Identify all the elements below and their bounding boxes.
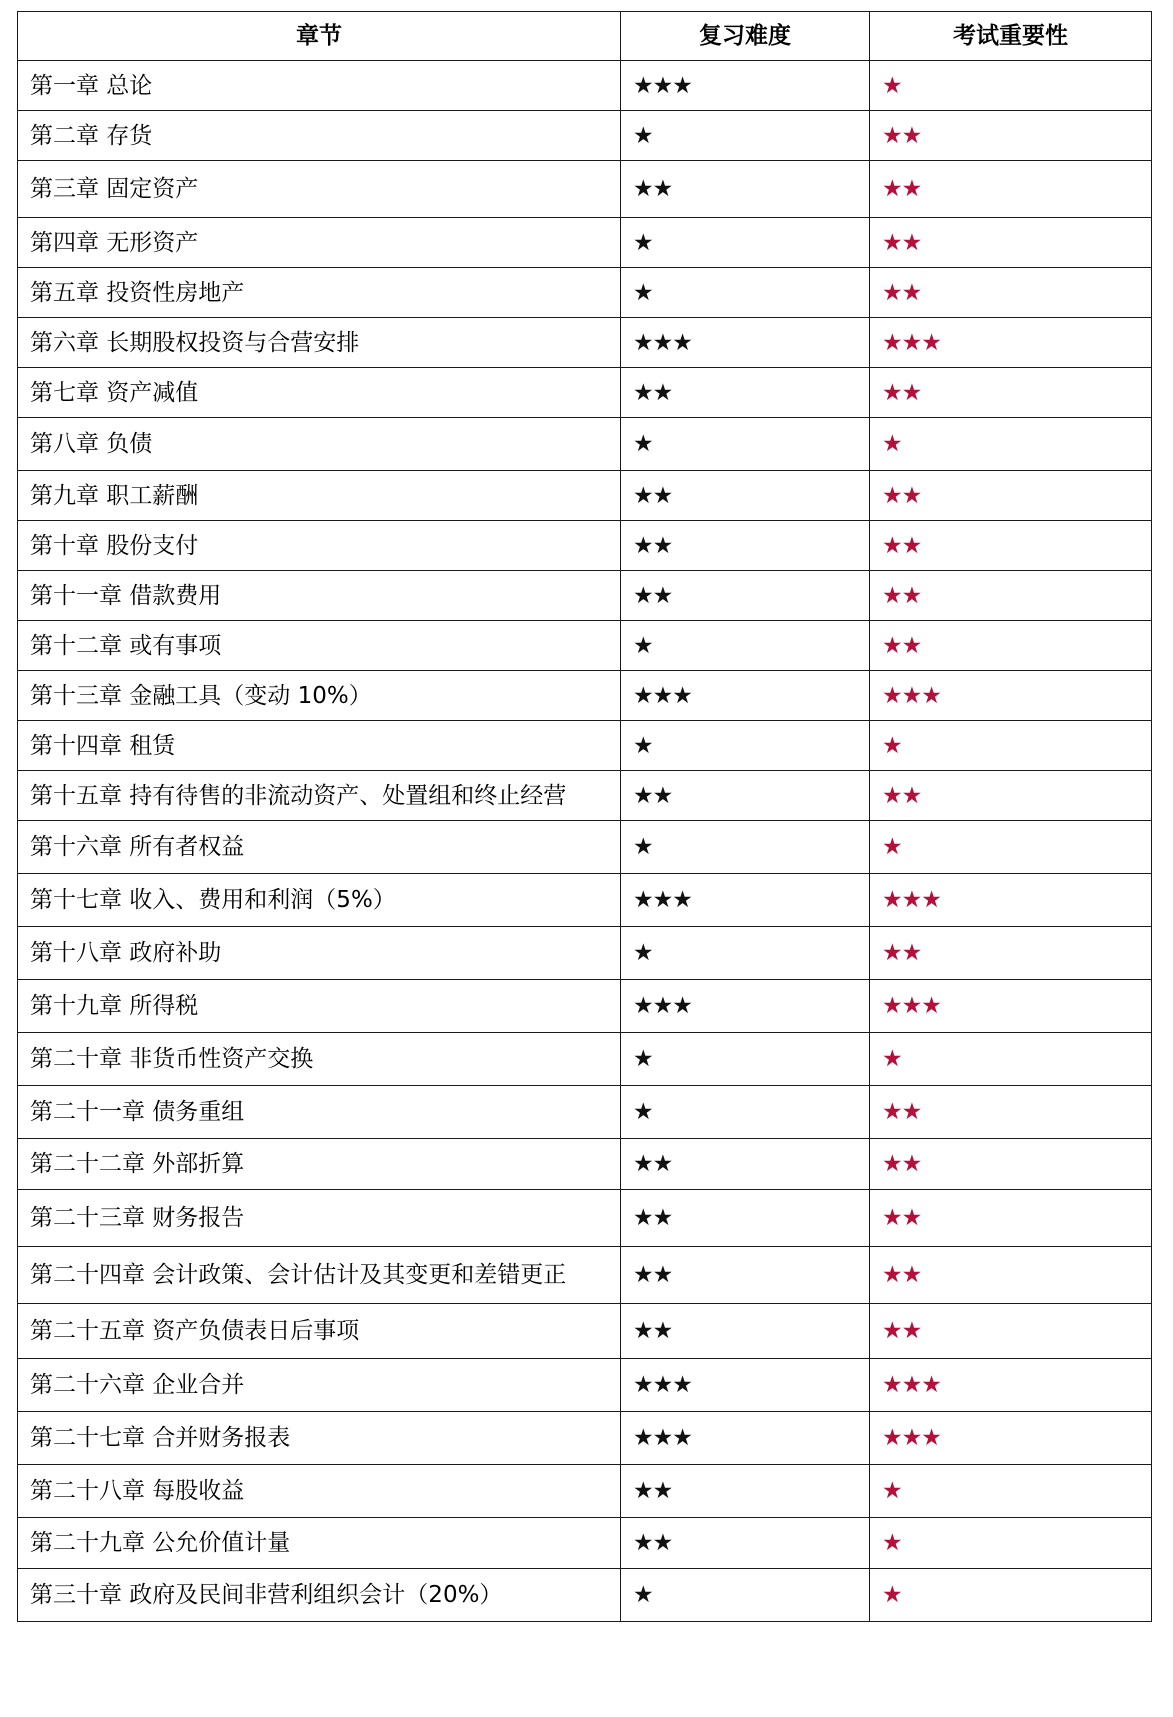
chapter-cell: 第二十三章 财务报告 — [18, 1190, 621, 1247]
importance-stars: ★★★ — [870, 671, 1152, 721]
importance-stars: ★★ — [870, 471, 1152, 521]
importance-stars: ★★ — [870, 1190, 1152, 1247]
importance-stars: ★★★ — [870, 874, 1152, 927]
table-row — [18, 1190, 1152, 1247]
importance-stars: ★★★ — [870, 1359, 1152, 1412]
importance-stars: ★★★ — [870, 318, 1152, 368]
table-row — [18, 471, 1152, 521]
table-body — [18, 61, 1152, 1622]
table-row — [18, 161, 1152, 218]
importance-stars: ★ — [870, 1569, 1152, 1622]
chapter-cell: 第五章 投资性房地产 — [18, 268, 621, 318]
table-row — [18, 1247, 1152, 1304]
chapter-cell: 第三章 固定资产 — [18, 161, 621, 218]
chapter-cell: 第八章 负债 — [18, 418, 621, 471]
table-row — [18, 771, 1152, 821]
table-row — [18, 368, 1152, 418]
table-row — [18, 927, 1152, 980]
header-difficulty: 复习难度 — [621, 12, 870, 61]
importance-stars: ★ — [870, 721, 1152, 771]
chapter-cell: 第十一章 借款费用 — [18, 571, 621, 621]
importance-stars: ★★★ — [870, 980, 1152, 1033]
table-row — [18, 1086, 1152, 1139]
difficulty-stars: ★★ — [621, 368, 870, 418]
chapter-cell: 第一章 总论 — [18, 61, 621, 111]
chapter-cell: 第四章 无形资产 — [18, 218, 621, 268]
difficulty-stars: ★★★ — [621, 318, 870, 368]
table-row — [18, 318, 1152, 368]
chapter-cell: 第七章 资产减值 — [18, 368, 621, 418]
difficulty-stars: ★★ — [621, 1247, 870, 1304]
importance-stars: ★★ — [870, 571, 1152, 621]
importance-stars: ★ — [870, 1465, 1152, 1518]
importance-stars: ★★ — [870, 161, 1152, 218]
table-row — [18, 111, 1152, 161]
importance-stars: ★★ — [870, 771, 1152, 821]
chapter-cell: 第二十章 非货币性资产交换 — [18, 1033, 621, 1086]
chapter-cell: 第二十一章 债务重组 — [18, 1086, 621, 1139]
difficulty-stars: ★ — [621, 1569, 870, 1622]
chapter-cell: 第十二章 或有事项 — [18, 621, 621, 671]
difficulty-stars: ★ — [621, 1086, 870, 1139]
difficulty-stars: ★ — [621, 621, 870, 671]
difficulty-stars: ★★ — [621, 771, 870, 821]
importance-stars: ★ — [870, 418, 1152, 471]
importance-stars: ★★ — [870, 1139, 1152, 1190]
importance-stars: ★★ — [870, 368, 1152, 418]
difficulty-stars: ★★★ — [621, 874, 870, 927]
difficulty-stars: ★ — [621, 821, 870, 874]
table-row — [18, 721, 1152, 771]
chapter-cell: 第十四章 租赁 — [18, 721, 621, 771]
difficulty-stars: ★★ — [621, 571, 870, 621]
chapter-cell: 第十三章 金融工具（变动 10%） — [18, 671, 621, 721]
table-row — [18, 1033, 1152, 1086]
importance-stars: ★★ — [870, 1304, 1152, 1359]
table-row — [18, 1139, 1152, 1190]
difficulty-stars: ★ — [621, 218, 870, 268]
importance-stars: ★★ — [870, 927, 1152, 980]
table-row — [18, 874, 1152, 927]
difficulty-stars: ★★ — [621, 1139, 870, 1190]
difficulty-stars: ★★ — [621, 161, 870, 218]
importance-stars: ★★ — [870, 218, 1152, 268]
difficulty-stars: ★ — [621, 111, 870, 161]
importance-stars: ★ — [870, 1033, 1152, 1086]
table-row — [18, 268, 1152, 318]
table-header — [18, 12, 1152, 61]
difficulty-stars: ★ — [621, 268, 870, 318]
importance-stars: ★★ — [870, 1247, 1152, 1304]
difficulty-stars: ★★ — [621, 471, 870, 521]
chapter-cell: 第二十九章 公允价值计量 — [18, 1518, 621, 1569]
chapter-cell: 第九章 职工薪酬 — [18, 471, 621, 521]
table-row — [18, 1359, 1152, 1412]
table-row — [18, 1518, 1152, 1569]
chapter-cell: 第二十五章 资产负债表日后事项 — [18, 1304, 621, 1359]
difficulty-stars: ★★ — [621, 1465, 870, 1518]
difficulty-stars: ★ — [621, 418, 870, 471]
table-row — [18, 821, 1152, 874]
importance-stars: ★★ — [870, 621, 1152, 671]
difficulty-stars: ★★★ — [621, 61, 870, 111]
table-row — [18, 1412, 1152, 1465]
importance-stars: ★★ — [870, 521, 1152, 571]
importance-stars: ★★★ — [870, 1412, 1152, 1465]
chapter-table — [17, 11, 1152, 1622]
header-importance: 考试重要性 — [870, 12, 1152, 61]
difficulty-stars: ★★★ — [621, 671, 870, 721]
chapter-cell: 第十六章 所有者权益 — [18, 821, 621, 874]
table-row — [18, 671, 1152, 721]
difficulty-stars: ★ — [621, 927, 870, 980]
chapter-cell: 第十九章 所得税 — [18, 980, 621, 1033]
difficulty-stars: ★ — [621, 721, 870, 771]
table-row — [18, 61, 1152, 111]
chapter-cell: 第十章 股份支付 — [18, 521, 621, 571]
table-row — [18, 1465, 1152, 1518]
difficulty-stars: ★★ — [621, 1518, 870, 1569]
table-row — [18, 571, 1152, 621]
difficulty-stars: ★★★ — [621, 1359, 870, 1412]
difficulty-stars: ★★ — [621, 1304, 870, 1359]
importance-stars: ★★ — [870, 268, 1152, 318]
importance-stars: ★ — [870, 61, 1152, 111]
chapter-cell: 第二十七章 合并财务报表 — [18, 1412, 621, 1465]
table-row — [18, 521, 1152, 571]
table-row — [18, 418, 1152, 471]
chapter-cell: 第二十四章 会计政策、会计估计及其变更和差错更正 — [18, 1247, 621, 1304]
chapter-cell: 第二十八章 每股收益 — [18, 1465, 621, 1518]
table-row — [18, 1569, 1152, 1622]
chapter-cell: 第十八章 政府补助 — [18, 927, 621, 980]
difficulty-stars: ★ — [621, 1033, 870, 1086]
difficulty-stars: ★★★ — [621, 1412, 870, 1465]
table-row — [18, 218, 1152, 268]
difficulty-stars: ★★ — [621, 1190, 870, 1247]
chapter-cell: 第十五章 持有待售的非流动资产、处置组和终止经营 — [18, 771, 621, 821]
difficulty-stars: ★★ — [621, 521, 870, 571]
importance-stars: ★★ — [870, 1086, 1152, 1139]
importance-stars: ★★ — [870, 111, 1152, 161]
difficulty-stars: ★★★ — [621, 980, 870, 1033]
header-row — [18, 12, 1152, 61]
header-chapter: 章节 — [18, 12, 621, 61]
chapter-cell: 第二十二章 外部折算 — [18, 1139, 621, 1190]
chapter-cell: 第三十章 政府及民间非营利组织会计（20%） — [18, 1569, 621, 1622]
table-row — [18, 621, 1152, 671]
chapter-cell: 第二十六章 企业合并 — [18, 1359, 621, 1412]
table-row — [18, 980, 1152, 1033]
importance-stars: ★ — [870, 821, 1152, 874]
chapter-cell: 第二章 存货 — [18, 111, 621, 161]
chapter-cell: 第六章 长期股权投资与合营安排 — [18, 318, 621, 368]
table-row — [18, 1304, 1152, 1359]
chapter-cell: 第十七章 收入、费用和利润（5%） — [18, 874, 621, 927]
importance-stars: ★ — [870, 1518, 1152, 1569]
